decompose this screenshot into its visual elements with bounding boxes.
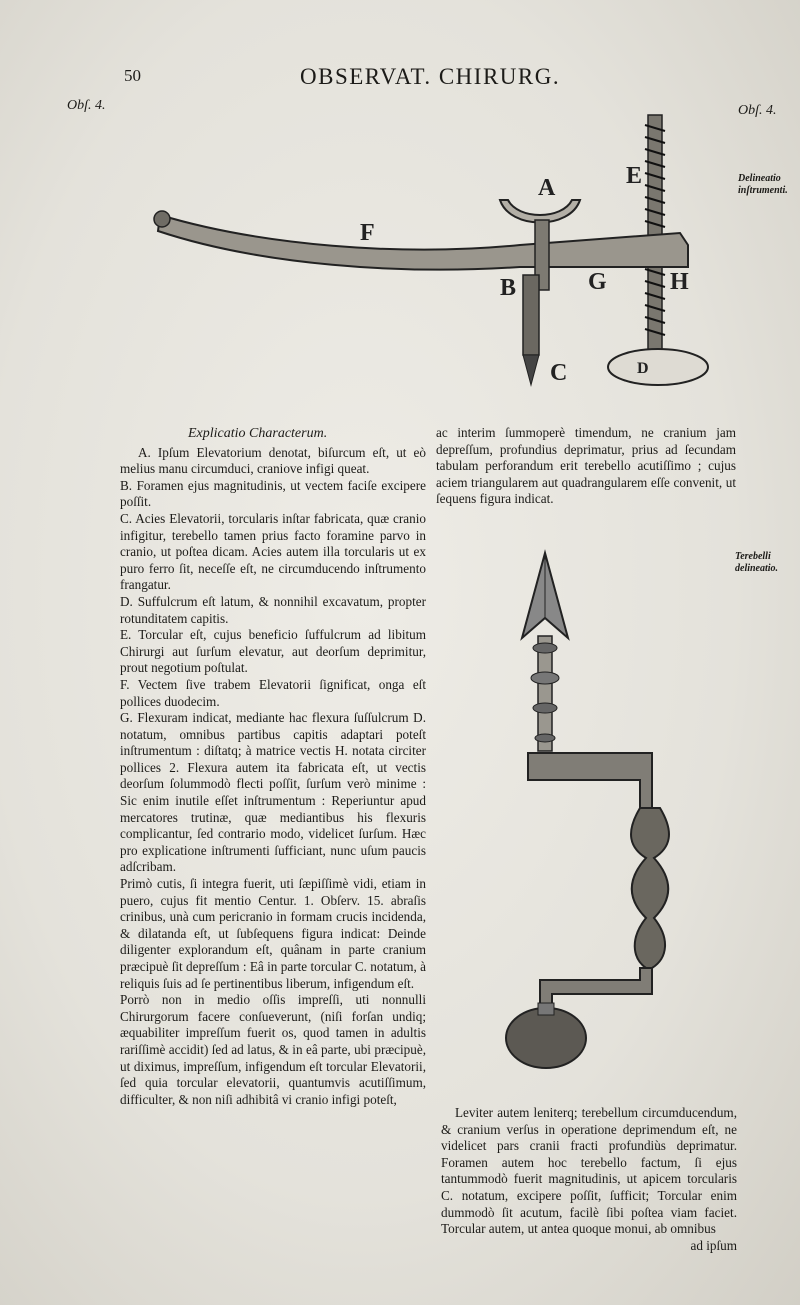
paragraph-E: E. Torcular eſt, cujus beneficio ſuffulcrum ad libitum Chirurgi aut ſurſum elevatur, aut deorſum deprimitur, prout negotium poſtulat. (120, 627, 426, 676)
margin-obs-left: Obſ. 4. (67, 98, 106, 113)
figure-label-H: H (670, 269, 689, 295)
point-C (523, 275, 539, 385)
figure-label-C: C (550, 360, 568, 386)
margin-note-delineatio: Delineatio inſtrumenti. (738, 173, 788, 196)
figure-label-E: E (626, 163, 643, 189)
running-title: OBSERVAT. CHIRURG. (300, 64, 561, 89)
explicatio-heading: Explicatio Characterum. (188, 426, 328, 441)
figure-label-F: F (360, 220, 375, 246)
right-column-top (436, 425, 736, 508)
paragraph-B: B. Foramen ejus magnitudinis, ut vectem faciſe excipere poſſit. (120, 477, 426, 510)
support-disc-D (608, 349, 708, 385)
right-column-bottom (441, 1105, 737, 1254)
paragraph-primo: Primò cutis, ſi integra fuerit, uti ſæpiſſimè vidi, etiam in puero, cujus fit mentio Centur. 1. Obſerv. 15. abraſis crinibus, unà cum pericranio in formam crucis incidenda, & dilatanda eſt, ut ſubſequens figura indicat: Deinde diligenter explorandum eſt, quânam in parte cranium præcipuè ſit depreſſum : Eâ in parte torcular C. notatum, à reliquis ſuis ad ſe pertinentibus liberum, infigendum eſt. (120, 876, 426, 991)
paragraph-ac-interim: ac interim ſummoperè timendum, ne cranium jam depreſſum, profundius deprimatur, prius ad ſecundam tabulam perforandum erit terebello acutiſſimo ; cujus aciem triangularem aut quadrangularem eſſe convenit, ut ſequens figura indicat. (436, 425, 736, 507)
paragraph-D: D. Suffulcrum eſt latum, & nonnihil excavatum, propter rotunditatem capitis. (120, 593, 426, 626)
figure-label-G: G (588, 269, 607, 295)
elevator-instrument-figure (140, 105, 740, 405)
paragraph-C: C. Acies Elevatorii, torcularis inſtar fabricata, quæ cranio infigitur, terebello tamen prius facto foramine parvo in cranio, ut poſtea dicam. Acies autem illa torcularis ut ex puro ferro ſit, neceſſe eſt, ne circumducendo inſtrumento frangatur. (120, 510, 426, 593)
fork-A (500, 200, 580, 223)
lever-bar-F (158, 215, 688, 270)
page-number: 50 (124, 66, 141, 85)
paragraph-F: F. Vectem ſive trabem Elevatorii ſignificat, onga eſt pollices duodecim. (120, 676, 426, 709)
paragraph-A: A. Ipſum Elevatorium denotat, biſurcum eſt, ut eò melius manu circumduci, craniove infigi queat. (120, 444, 426, 477)
catchword: ad ipſum (690, 1237, 737, 1253)
paragraph-leviter: Leviter autem leniterq; terebellum circumducendum, & cranium verſus in operatione deprimendum eſt, ne videlicet pars cranii fracti profundiùs deprimatur. Foramen autem hoc terebello factum, ſi ejus tantummodò fuerit magnitudinis, ut apicem torcularis C. notatum, excipere poſſit, ſufficit; Torcular enim dummodò ſit acutum, facilè ſibi poſtea viam faciet. Torcular autem, ut antea quoque monui, ab omnibus (441, 1105, 737, 1237)
figure-label-A: A (538, 175, 556, 201)
figure-label-B: B (500, 275, 517, 301)
margin-obs-right: Obſ. 4. (738, 103, 777, 118)
margin-note-terebelli: Terebelli delineatio. (735, 551, 779, 574)
drill-brace-figure (500, 548, 690, 1078)
figure-label-D: D (637, 360, 649, 377)
paragraph-porro: Porrò non in medio oſſis impreſſi, uti nonnulli Chirurgorum facere conſueverunt, (niſi forſan undiq; æquabiliter impreſſum fuerit os, quod tamen in adultis rariſſimè accidit) ſed ad latus, & in eâ parte, ubi præcipuè, ut diximus, impreſſum, infigendum eſt torcular Elevatorii, ſed quia torcular elevatorii, quantumvis acutiſſimum, difficulter, & non niſi adhibitâ vi cranio infigi poteſt, (120, 992, 426, 1107)
paragraph-G: G. Flexuram indicat, mediante hac flexura ſuſſulcrum D. notatum, omnibus partibus capitis adaptari poteſt inſtrumentum : diſtatq; à matrice vectis H. notata circiter pollices 2. Flexura autem ita fabricata eſt, ut vectis deorſum ſolummodò flecti poſſit, ſurſum verò minime : Sic enim inutile eſſet inſtrumentum : Reperiuntur apud mercatores trutinæ, quæ mediantibus his flexuris complicantur, ſed contrario modo, videlicet ſurſum. Hæc pro explicatione inſtrumenti ſufficiant, nunc uſum paucis adſcribam. (120, 710, 426, 875)
left-column (120, 426, 426, 1108)
